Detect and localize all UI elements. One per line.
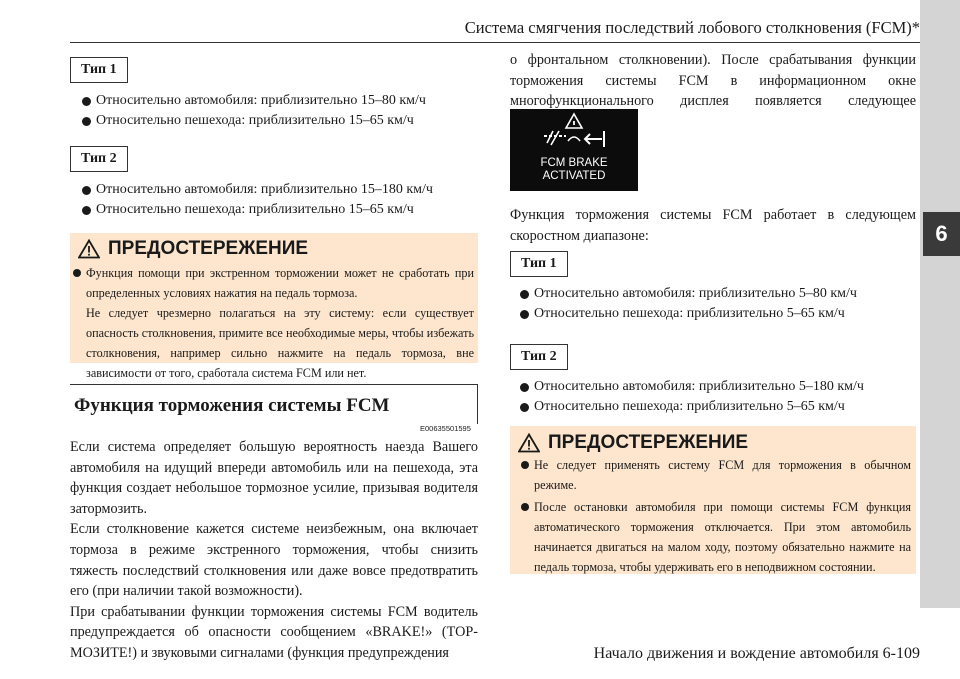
left-warning-text: Функция помощи при экстренном торможении может не сработать при определенных условиях нажатия на педаль тормоза. Не следует чрезмерно полагаться на эту систему: если существует опасность столкновения, примите все необходимые меры, чтобы избежать столкновения, например сильно нажмите на педаль тормоза, вне зависимости от того, сработала система FCM или нет. <box>86 263 474 383</box>
warning-bullet: После остановки автомобиля при помощи системы FCM функция автоматического торможения отключается. При этом автомобиль начинается двигаться на малом ходу, поэтому обязательно нажмите на педаль тормоза, чтобы удерживать его в неподвижном состоянии. <box>534 497 911 577</box>
bullet-icon <box>82 186 91 195</box>
bullet-icon <box>520 403 529 412</box>
bullet-icon <box>82 117 91 126</box>
left-type2-item-2: Относительно пешехода: приблизительно 15–65 км/ч <box>82 202 414 218</box>
paragraph: Если система определяет большую вероятность наезда Вашего автомобиля на идущий впереди автомобиль или на пешехода, эта функция создает небольшое тормозное усилие, призывая водителя затормозить. <box>70 439 478 517</box>
right-warning-header: ПРЕДОСТЕРЕЖЕНИЕ <box>518 432 748 454</box>
right-warning-text <box>534 455 911 577</box>
section-code: E00635501595 <box>420 424 471 433</box>
type2-label: Тип 2 <box>70 146 128 172</box>
side-chapter-strip <box>920 0 960 608</box>
bullet-icon <box>82 97 91 106</box>
right-type2-item-1: Относительно автомобиля: приблизительно 5–180 км/ч <box>520 379 864 395</box>
section-heading: Функция торможения системы FCM <box>70 384 478 424</box>
warning-triangle-icon <box>78 239 100 259</box>
right-type2-item-2: Относительно пешехода: приблизительно 5–65 км/ч <box>520 399 845 415</box>
right-type1-item-2: Относительно пешехода: приблизительно 5–65 км/ч <box>520 306 845 322</box>
bullet-icon <box>521 461 529 469</box>
page-header-title: Система смягчения последствий лобового столкновения (FCM)* <box>464 18 920 37</box>
bullet-icon <box>82 206 91 215</box>
paragraph: Если столкновение кажется системе неизбежным, она включает тормоза в режиме экстренного торможения, чтобы снизить тяжесть последствий столкновения или даже вовсе предотвратить его (при наличии такой возможности). <box>70 521 478 600</box>
type1-label: Тип 1 <box>70 57 128 83</box>
type2-label: Тип 2 <box>510 344 568 370</box>
fcm-warning-icon <box>510 109 638 159</box>
warning-bullet: Не следует применять систему FCM для торможения в обычном режиме. <box>534 455 911 495</box>
display-line-2: ACTIVATED <box>542 170 606 182</box>
paragraph: При срабатывании функции торможения системы FCM водитель предупреждается об опасности сообщением «BRAKE!» (ТОР-МОЗИТЕ!) и звуковыми сигналами (функция предупреждения <box>70 603 478 661</box>
right-type1-item-1: Относительно автомобиля: приблизительно 5–80 км/ч <box>520 286 857 302</box>
right-intro-text: о фронтальном столкновении). После срабатывания функции торможения системы FCM в информационном окне многофункционального дисплея появляется следующее <box>510 52 916 110</box>
display-line-1: FCM BRAKE <box>540 157 608 169</box>
page-footer: Начало движения и вождение автомобиля 6-109 <box>593 645 920 662</box>
header-divider <box>70 42 923 43</box>
bullet-icon <box>520 310 529 319</box>
type1-label: Тип 1 <box>510 251 568 277</box>
left-type1-item-1: Относительно автомобиля: приблизительно 15–80 км/ч <box>82 93 426 109</box>
bullet-icon <box>73 269 81 277</box>
left-type2-item-1: Относительно автомобиля: приблизительно 15–180 км/ч <box>82 182 433 198</box>
left-body-text <box>70 437 478 664</box>
bullet-icon <box>521 503 529 511</box>
bullet-icon <box>520 290 529 299</box>
right-speed-intro: Функция торможения системы FCM работает в следующем скоростном диапазоне: <box>510 207 916 244</box>
bullet-icon <box>520 383 529 392</box>
left-type1-item-2: Относительно пешехода: приблизительно 15–65 км/ч <box>82 113 414 129</box>
fcm-display-image <box>510 109 638 191</box>
chapter-number-tab[interactable]: 6 <box>923 212 960 256</box>
left-warning-header: ПРЕДОСТЕРЕЖЕНИЕ <box>78 238 308 260</box>
warning-triangle-icon <box>518 433 540 453</box>
